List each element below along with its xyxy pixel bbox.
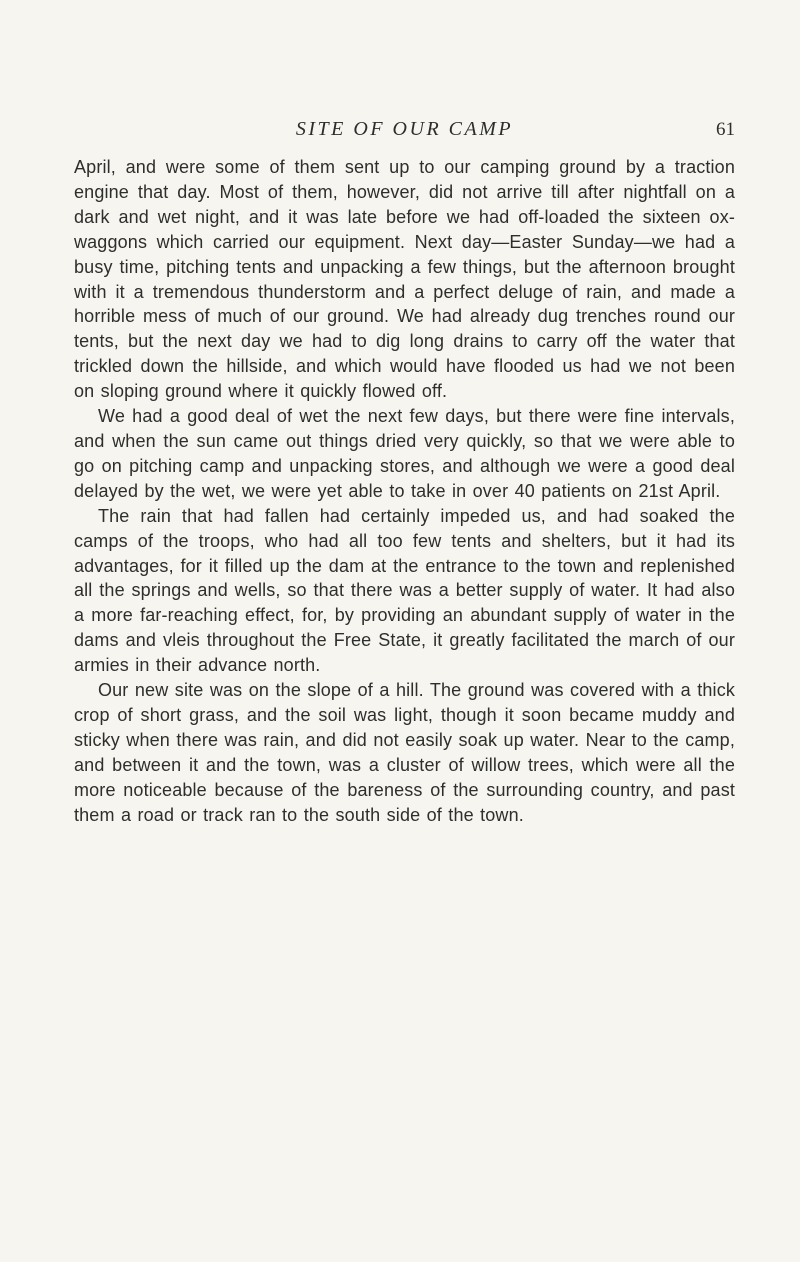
- paragraph-1: April, and were some of them sent up to our camping ground by a traction engine that day. Most of them, however, did not arrive till after nightfall on a dark and wet night, and it was late before we had off-loaded the sixteen ox-waggons which carried our equipment. Next day—Easter Sunday—we had a busy time, pitching tents and unpacking a few things, but the afternoon brought with it a tremendous thunderstorm and a perfect deluge of rain, and made a horrible mess of much of our ground. We had already dug trenches round our tents, but the next day we had to dig long drains to carry off the water that trickled down the hillside, and which would have flooded us had we not been on sloping ground where it quickly flowed off.: [74, 157, 735, 402]
- paragraph-4: Our new site was on the slope of a hill. The ground was covered with a thick crop of short grass, and the soil was light, though it soon became muddy and sticky when there was rain, and did not easily soak up water. Near to the camp, and between it and the town, was a cluster of willow trees, which were all the more noticeable because of the bareness of the surrounding country, and past them a road or track ran to the south side of the town.: [74, 680, 735, 825]
- body-text: [74, 155, 735, 827]
- paragraph-2: We had a good deal of wet the next few days, but there were fine intervals, and when the sun came out things dried very quickly, so that we were able to go on pitching camp and unpacking stores, and although we were a good deal delayed by the wet, we were yet able to take in over 40 patients on 21st April.: [74, 406, 735, 501]
- running-head: [74, 118, 735, 144]
- running-title: SITE OF OUR CAMP: [295, 118, 514, 140]
- paragraph-3: The rain that had fallen had certainly impeded us, and had soaked the camps of the troops, who had all too few tents and shelters, but it had its advantages, for it filled up the dam at the entrance to the town and replenished all the springs and wells, so that there was a better supply of water. It had also a more far-reaching effect, for, by providing an abundant supply of water in the dams and vleis throughout the Free State, it greatly facilitated the march of our armies in their advance north.: [74, 505, 735, 676]
- page-number: 61: [716, 119, 735, 140]
